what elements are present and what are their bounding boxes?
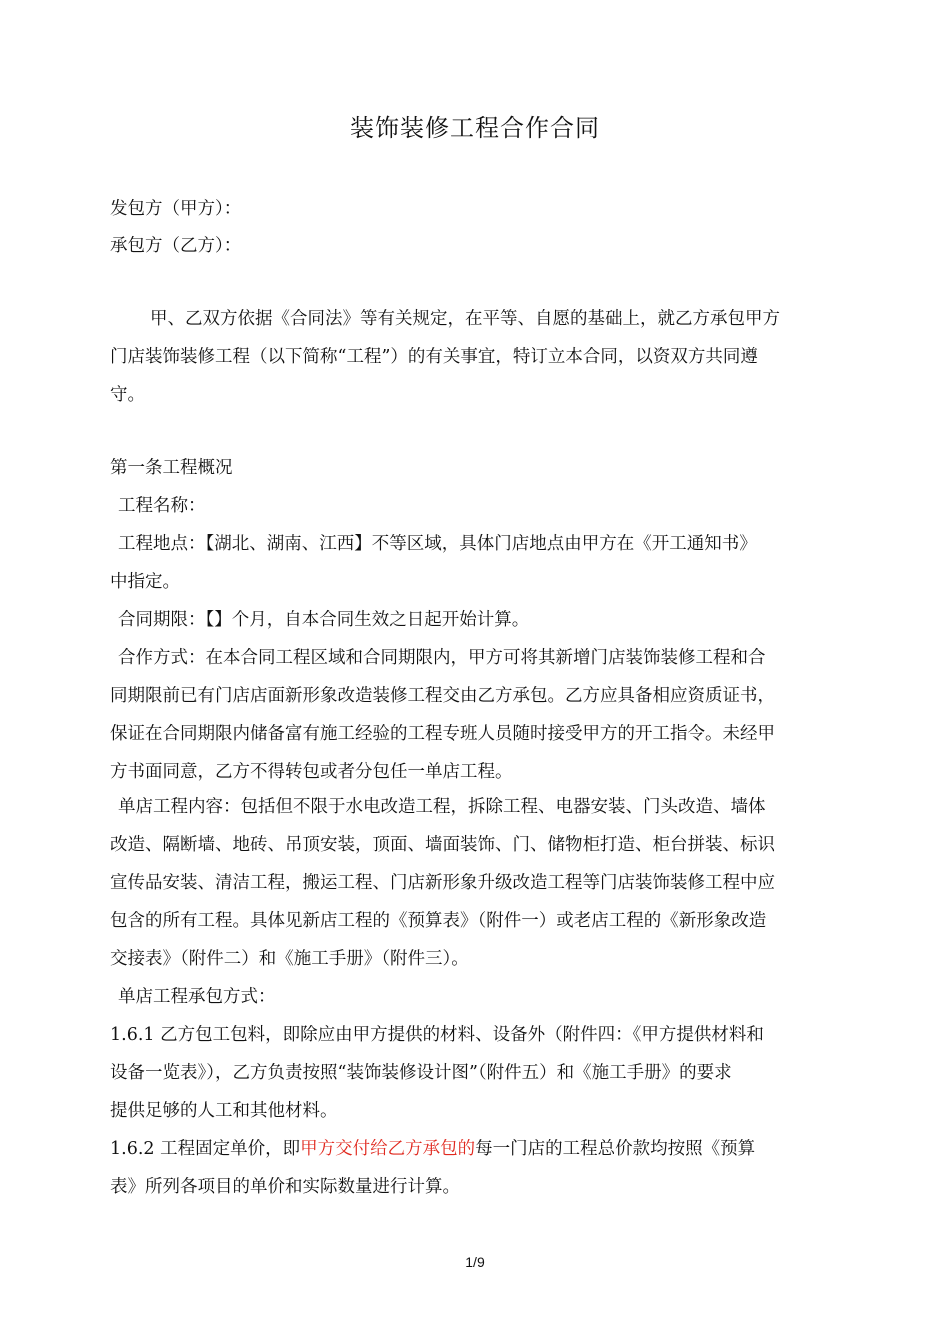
- intro-line: 甲、乙双方依据《合同法》等有关规定，在平等、自愿的基础上，就乙方承包甲方: [150, 309, 780, 329]
- cooperation-line: 方书面同意，乙方不得转包或者分包任一单店工程。: [110, 762, 513, 782]
- clause-162-highlight: 甲方交付给乙方承包的: [300, 1139, 476, 1159]
- clause-162-prefix: 1.6.2 工程固定单价，即: [110, 1139, 301, 1159]
- cooperation-line: 合作方式：在本合同工程区域和合同期限内，甲方可将其新增门店装饰装修工程和合: [118, 648, 766, 668]
- scope-line: 交接表》（附件二）和《施工手册》（附件三）。: [110, 949, 469, 969]
- section-heading: 第一条工程概况: [110, 458, 233, 478]
- clause-162-line: [110, 1130, 850, 1168]
- clause-161-line: 设备一览表》），乙方负责按照“装饰装修设计图”（附件五）和《施工手册》的要求: [110, 1063, 732, 1083]
- intro-line: 门店装饰装修工程（以下简称“工程”）的有关事宜，特订立本合同，以资双方共同遵: [110, 347, 758, 367]
- page-number: 1/9: [465, 1254, 485, 1270]
- scope-line: 单店工程内容：包括但不限于水电改造工程，拆除工程、电器安装、门头改造、墙体: [118, 797, 766, 817]
- cooperation-line: 保证在合同期限内储备富有施工经验的工程专班人员随时接受甲方的开工指令。未经甲: [110, 724, 775, 744]
- intro-line: 守。: [110, 385, 145, 405]
- scope-line: 包含的所有工程。具体见新店工程的《预算表》（附件一）或老店工程的《新形象改造: [110, 911, 767, 931]
- clause-161-line: 1.6.1 乙方包工包料，即除应由甲方提供的材料、设备外（附件四：《甲方提供材料和: [110, 1025, 764, 1045]
- cooperation-line: 同期限前已有门店店面新形象改造装修工程交由乙方承包。乙方应具备相应资质证书，: [110, 686, 775, 706]
- document-title: 装饰装修工程合作合同: [350, 114, 600, 142]
- scope-line: 宣传品安装、清洁工程，搬运工程、门店新形象升级改造工程等门店装饰装修工程中应: [110, 873, 775, 893]
- party-b-label: 承包方（乙方）：: [110, 236, 242, 256]
- project-location-line: 工程地点：【湖北、湖南、江西】不等区域，具体门店地点由甲方在《开工通知书》: [118, 534, 757, 554]
- clause-162-line: 表》所列各项目的单价和实际数量进行计算。: [110, 1177, 460, 1197]
- party-a-label: 发包方（甲方）：: [110, 199, 242, 219]
- scope-line: 改造、隔断墙、地砖、吊顶安装，顶面、墙面装饰、门、储物柜打造、柜台拼装、标识: [110, 835, 775, 855]
- project-name-field: 工程名称：: [118, 496, 206, 516]
- clause-161-line: 提供足够的人工和其他材料。: [110, 1101, 338, 1121]
- clause-162-suffix: 每一门店的工程总价款均按照《预算: [475, 1139, 756, 1159]
- contract-term: 合同期限：【】个月，自本合同生效之日起开始计算。: [118, 610, 530, 630]
- project-location-line: 中指定。: [110, 572, 180, 592]
- contract-mode-heading: 单店工程承包方式：: [118, 987, 276, 1007]
